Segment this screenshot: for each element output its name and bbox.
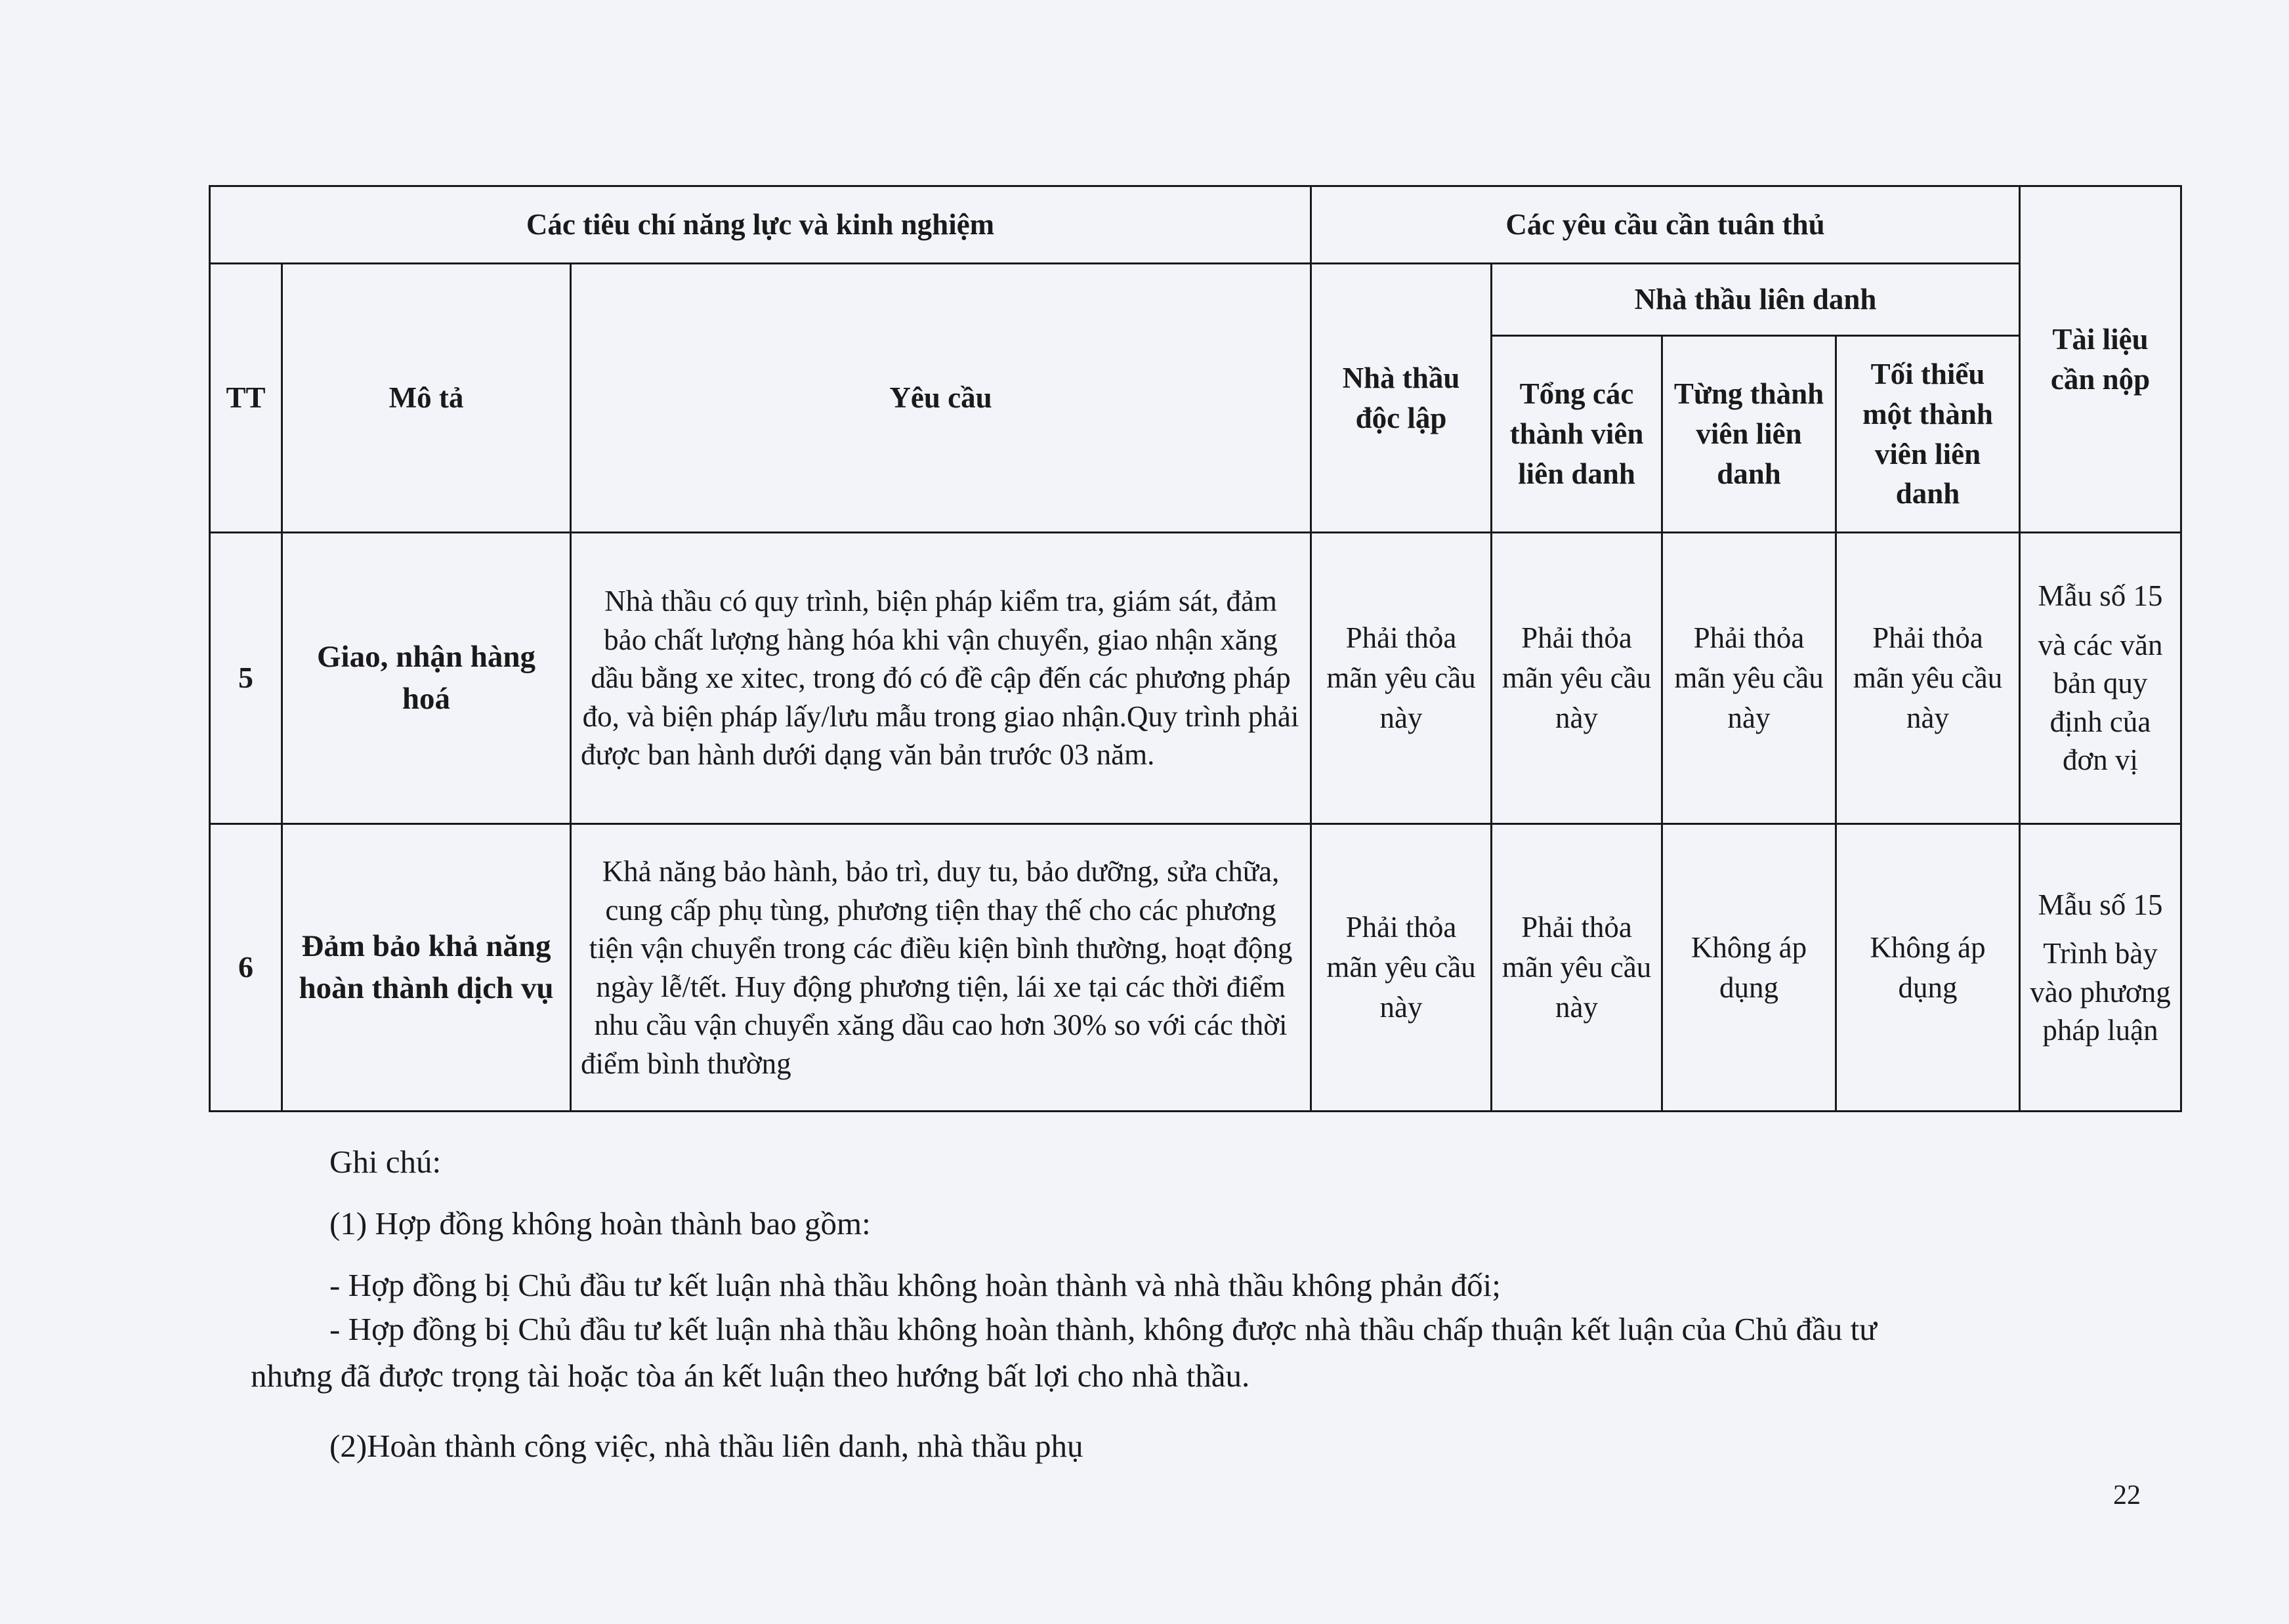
requirement-header: Yêu cầu bbox=[571, 264, 1311, 533]
tt-header: TT bbox=[210, 264, 282, 533]
header-row-jv bbox=[210, 264, 2181, 336]
note1-heading: (1) Hợp đồng không hoàn thành bao gồm: bbox=[329, 1205, 871, 1242]
documents-header: Tài liệu cần nộp bbox=[2020, 186, 2181, 533]
jv-all-members-header: Tổng các thành viên liên danh bbox=[1492, 336, 1662, 533]
notes-title: Ghi chú: bbox=[329, 1144, 442, 1180]
table-row bbox=[210, 824, 2181, 1112]
row-number: 6 bbox=[210, 824, 282, 1112]
row-jv-each: Không áp dụng bbox=[1662, 824, 1836, 1112]
header-row-groups bbox=[210, 186, 2181, 264]
row-jv-one: Không áp dụng bbox=[1836, 824, 2020, 1112]
description-header: Mô tả bbox=[282, 264, 571, 533]
row-documents bbox=[2020, 824, 2181, 1112]
independent-contractor-header: Nhà thầu độc lập bbox=[1311, 264, 1492, 533]
row-independent: Phải thỏa mãn yêu cầu này bbox=[1311, 824, 1492, 1112]
jv-at-least-one-header: Tối thiểu một thành viên liên danh bbox=[1836, 336, 2020, 533]
page-number: 22 bbox=[2113, 1480, 2141, 1510]
row-number: 5 bbox=[210, 533, 282, 824]
row-documents bbox=[2020, 533, 2181, 824]
row-description: Giao, nhận hàng hoá bbox=[282, 533, 571, 824]
row-jv-one: Phải thỏa mãn yêu cầu này bbox=[1836, 533, 2020, 824]
joint-venture-header: Nhà thầu liên danh bbox=[1492, 264, 2020, 336]
row-independent: Phải thỏa mãn yêu cầu này bbox=[1311, 533, 1492, 824]
criteria-group-header: Các tiêu chí năng lực và kinh nghiệm bbox=[210, 186, 1311, 264]
documents-extra: và các văn bản quy định của đơn vị bbox=[2038, 628, 2163, 777]
note1-item2 bbox=[251, 1306, 2154, 1469]
row-requirement: Khả năng bảo hành, bảo trì, duy tu, bảo dưỡng, sửa chữa, cung cấp phụ tùng, phương tiện thay thế cho các phương tiện vận chuyển trong các điều kiện bình thường, hoạt động ngày lễ/tết. Huy động phương tiện, lái xe tại các thời điểm nhu cầu vận chuyển xăng dầu cao hơn 30% so với các thời điểm bình thường bbox=[571, 824, 1311, 1112]
row-description: Đảm bảo khả năng hoàn thành dịch vụ bbox=[282, 824, 571, 1112]
documents-form: Mẫu số 15 bbox=[2038, 579, 2163, 613]
criteria-table bbox=[209, 185, 2182, 1112]
compliance-group-header: Các yêu cầu cần tuân thủ bbox=[1311, 186, 2020, 264]
table-row bbox=[210, 533, 2181, 824]
note1-item1: - Hợp đồng bị Chủ đầu tư kết luận nhà thầu không hoàn thành và nhà thầu không phản đối; bbox=[329, 1267, 1501, 1304]
row-jv-each: Phải thỏa mãn yêu cầu này bbox=[1662, 533, 1836, 824]
note1-item2-line1: - Hợp đồng bị Chủ đầu tư kết luận nhà thầu không hoàn thành, không được nhà thầu chấp thuận kết luận của Chủ đầu tư bbox=[329, 1311, 1877, 1347]
documents-extra: Trình bày vào phương pháp luận bbox=[2030, 937, 2171, 1047]
jv-each-member-header: Từng thành viên liên danh bbox=[1662, 336, 1836, 533]
notes-section bbox=[329, 1138, 2167, 1323]
documents-form: Mẫu số 15 bbox=[2038, 888, 2163, 921]
note2: (2)Hoàn thành công việc, nhà thầu liên danh, nhà thầu phụ bbox=[329, 1428, 1083, 1465]
note1-item2-line2: nhưng đã được trọng tài hoặc tòa án kết luận theo hướng bất lợi cho nhà thầu. bbox=[251, 1358, 1250, 1394]
row-requirement: Nhà thầu có quy trình, biện pháp kiểm tra, giám sát, đảm bảo chất lượng hàng hóa khi vận chuyển, giao nhận xăng dầu bằng xe xitec, trong đó có đề cập đến các phương pháp đo, và biện pháp lấy/lưu mẫu trong giao nhận.Quy trình phải được ban hành dưới dạng văn bản trước 03 năm. bbox=[571, 533, 1311, 824]
row-jv-all: Phải thỏa mãn yêu cầu này bbox=[1492, 533, 1662, 824]
row-jv-all: Phải thỏa mãn yêu cầu này bbox=[1492, 824, 1662, 1112]
